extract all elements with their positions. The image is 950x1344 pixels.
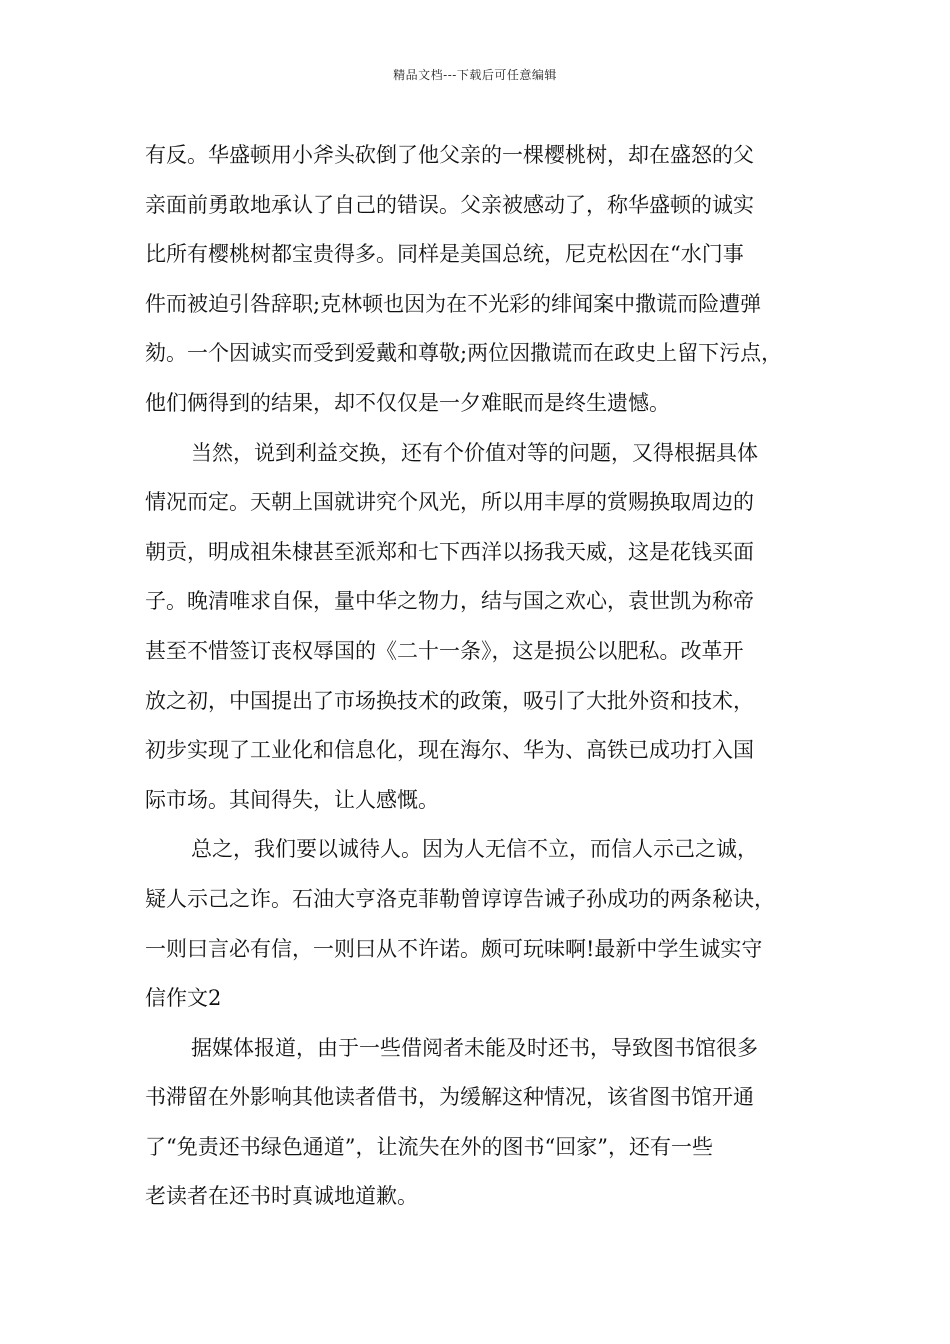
text-line: 疑人示己之诈。石油大亨洛克菲勒曾谆谆告诫子孙成功的两条秘诀， [145, 886, 775, 911]
text-line: 际市场。其间得失，让人感慨。 [145, 787, 439, 812]
page-header: 精品文档---下载后可任意编辑 [393, 68, 557, 82]
text-line: 了“免责还书绿色通道”，让流失在外的图书“回家”，还有一些 [145, 1134, 713, 1159]
text-line: 总之，我们要以诚待人。因为人无信不立，而信人示己之诚， [191, 837, 758, 862]
text-line: 他们俩得到的结果，却不仅仅是一夕难眠而是终生遗憾。 [145, 390, 670, 415]
text-line: 有反。华盛顿用小斧头砍倒了他父亲的一棵樱桃树，却在盛怒的父 [145, 143, 754, 167]
text-line: 件而被迫引咎辞职;克林顿也因为在不光彩的绯闻案中撒谎而险遭弹 [145, 291, 762, 316]
text-line: 老读者在还书时真诚地道歉。 [145, 1184, 418, 1209]
text-line: 信作文2 [145, 986, 222, 1011]
text-line: 子。晚清唯求自保，量中华之物力，结与国之欢心，袁世凯为称帝 [145, 589, 754, 614]
document-body [145, 131, 825, 1222]
text-line: 据媒体报道，由于一些借阅者未能及时还书，导致图书馆很多 [191, 1035, 758, 1060]
text-line: 当然，说到利益交换，还有个价值对等的问题，又得根据具体 [191, 440, 758, 465]
text-line: 放之初，中国提出了市场换技术的政策，吸引了大批外资和技术， [145, 688, 754, 713]
text-line: 书滞留在外影响其他读者借书，为缓解这种情况，该省图书馆开通 [145, 1085, 754, 1110]
text-line: 甚至不惜签订丧权辱国的《二十一条》，这是损公以肥私。改革开 [145, 638, 744, 663]
text-line: 比所有樱桃树都宝贵得多。同样是美国总统，尼克松因在“水门事 [145, 242, 744, 267]
text-line: 初步实现了工业化和信息化，现在海尔、华为、高铁已成功打入国 [145, 738, 754, 763]
text-line: 朝贡，明成祖朱棣甚至派郑和七下西洋以扬我天威，这是花钱买面 [145, 539, 754, 564]
text-line: 一则曰言必有信，一则曰从不许诺。颇可玩味啊!最新中学生诚实守 [145, 936, 763, 961]
text-line: 亲面前勇敢地承认了自己的错误。父亲被感动了，称华盛顿的诚实 [145, 192, 754, 217]
text-line: 情况而定。天朝上国就讲究个风光，所以用丰厚的赏赐换取周边的 [145, 490, 754, 515]
text-line: 劾。一个因诚实而受到爱戴和尊敬;两位因撒谎而在政史上留下污点， [145, 341, 783, 366]
